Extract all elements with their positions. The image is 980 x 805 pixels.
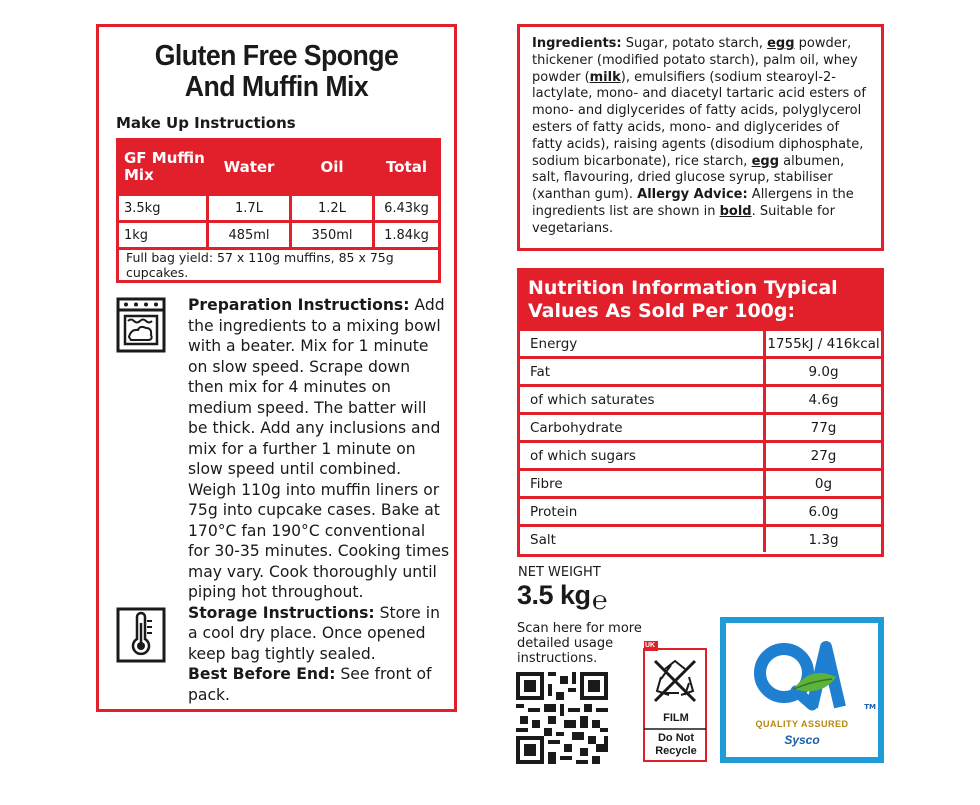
makeup-heading: Make Up Instructions	[116, 114, 296, 132]
nutrient-value: 77g	[765, 414, 882, 442]
table-row	[520, 358, 881, 386]
table-cell: 1kg	[118, 222, 208, 249]
nutrition-table	[520, 331, 881, 552]
nutrient-value: 27g	[765, 442, 882, 470]
net-weight-value: 3.5 kg	[517, 580, 591, 610]
storage-text: Store in a cool dry place. Once opened keep bag tightly sealed.	[188, 603, 440, 663]
nutrient-value: 4.6g	[765, 386, 882, 414]
product-title-line2: And Muffin Mix	[184, 71, 369, 103]
makeup-table-row	[118, 195, 440, 222]
bbe-block	[188, 664, 450, 705]
table-cell: 6.43kg	[374, 195, 440, 222]
bbe-heading: Best Before End:	[188, 665, 336, 683]
table-row	[520, 526, 881, 553]
nutrition-heading-line1: Nutrition Information Typical	[528, 277, 838, 299]
ingredients-text: albumen, salt, flavouring, dried glucose syrup, stabiliser (xanthan gum).	[532, 153, 845, 203]
nutrition-panel	[517, 268, 884, 557]
makeup-table	[116, 138, 441, 283]
bbe-text: See front of pack.	[188, 665, 432, 704]
product-title-line1: Gluten Free Sponge	[154, 40, 399, 72]
storage-block	[188, 603, 450, 665]
preparation-text: Add the ingredients to a mixing bowl with a beater. Mix for 1 minute on slow speed. Scrape down then mix for 4 minutes on medium speed. The batter will be thick. Add any inclusions and mix for a further 1 minute on slow speed until combined. Weigh 110g into muffin liners or 75g into cupcake cases. Bake at 170°C fan 190°C conventional for 30-35 minutes. Cooking times may vary. Cook thoroughly until piping hot throughout.	[188, 296, 450, 601]
table-row	[520, 470, 881, 498]
nutrient-label: Protein	[520, 498, 765, 526]
allergen-egg: egg	[767, 36, 795, 51]
nutrient-label: of which sugars	[520, 442, 765, 470]
preparation-heading: Preparation Instructions:	[188, 296, 410, 314]
makeup-col-water: Water	[208, 140, 291, 195]
table-cell: 1.2L	[291, 195, 374, 222]
nutrient-value: 6.0g	[765, 498, 882, 526]
scan-text: Scan here for more detailed usage instructions.	[517, 621, 642, 666]
makeup-table-row	[118, 222, 440, 249]
allergy-advice-heading: Allergy Advice:	[637, 187, 748, 203]
net-weight-label: NET WEIGHT	[518, 565, 601, 580]
makeup-col-mix: GF Muffin Mix	[118, 140, 208, 195]
makeup-col-oil: Oil	[291, 140, 374, 195]
qa-quality-text: QUALITY ASSURED	[755, 719, 849, 729]
allergen-egg: egg	[751, 153, 780, 169]
table-row	[520, 386, 881, 414]
makeup-table-header	[118, 140, 440, 195]
makeup-yield: Full bag yield: 57 x 110g muffins, 85 x 75g cupcakes.	[118, 249, 440, 282]
nutrient-label: Fibre	[520, 470, 765, 498]
instructions-text	[188, 295, 450, 705]
ingredients-box	[517, 24, 884, 251]
do-not-recycle-line1: Do Not	[657, 732, 695, 744]
qa-tm: TM	[864, 703, 876, 711]
preparation-block	[188, 295, 450, 603]
do-not-recycle-label	[645, 732, 707, 758]
table-cell: 350ml	[291, 222, 374, 249]
nutrient-label: Salt	[530, 531, 556, 548]
nutrient-value: 1755kJ / 416kcal	[765, 331, 882, 358]
uk-tag: UK	[645, 642, 656, 649]
left-panel	[96, 24, 457, 712]
product-title	[113, 41, 440, 103]
makeup-col-total: Total	[374, 140, 440, 195]
qa-logo	[720, 617, 884, 763]
table-row	[520, 442, 881, 470]
thermometer-icon	[116, 607, 166, 663]
ingredients-text: ), emulsifiers (sodium stearoyl-2-lactylate, mono- and diacetyl tartaric acid esters of mono- and diglycerides of fatty acids, polyglycerol esters of fatty acids, mono- and diglycerides of fatty acids), raising agents (disodium diphosphate, sodium bicarbonate), rice starch,	[532, 69, 866, 169]
table-cell: 1.7L	[208, 195, 291, 222]
table-row	[520, 331, 881, 358]
nutrient-value: 9.0g	[765, 358, 882, 386]
storage-heading: Storage Instructions:	[188, 603, 375, 622]
nutrient-label: of which saturates	[520, 386, 765, 414]
ingredients-text: Sugar, potato starch,	[625, 36, 768, 51]
table-row	[520, 498, 881, 526]
nutrient-label: Fat	[520, 358, 765, 386]
estimated-sign-icon: ℮	[592, 586, 608, 616]
bold-word: bold	[719, 203, 752, 219]
nutrition-heading	[520, 271, 881, 331]
ingredients-text: . Suitable for vegetarians.	[532, 203, 835, 236]
oven-icon	[116, 297, 166, 353]
do-not-recycle-line2: Recycle	[655, 745, 697, 757]
nutrient-label: Energy	[520, 331, 765, 358]
table-cell: 1.84kg	[374, 222, 440, 249]
nutrition-heading-line2: Values As Sold Per 100g:	[528, 300, 796, 322]
nutrient-label: Carbohydrate	[520, 414, 765, 442]
nutrient-value: 0g	[765, 470, 882, 498]
table-row	[520, 414, 881, 442]
nutrient-value: 1.3g	[765, 526, 882, 553]
makeup-yield-row	[118, 249, 440, 282]
allergen-milk: milk	[589, 69, 621, 85]
ingredients-text: Allergens in the ingredients list are shown in	[532, 187, 854, 219]
table-cell: 485ml	[208, 222, 291, 249]
qr-code[interactable]	[516, 672, 608, 764]
film-label: FILM	[663, 712, 689, 724]
qa-logo-inner	[726, 623, 878, 757]
qa-brand-text: Sysco	[784, 733, 820, 747]
ingredients-text: powder, thickener (modified potato starch), palm oil, whey powder (	[532, 36, 858, 85]
table-cell: 3.5kg	[118, 195, 208, 222]
ingredients-heading: Ingredients:	[532, 36, 622, 51]
